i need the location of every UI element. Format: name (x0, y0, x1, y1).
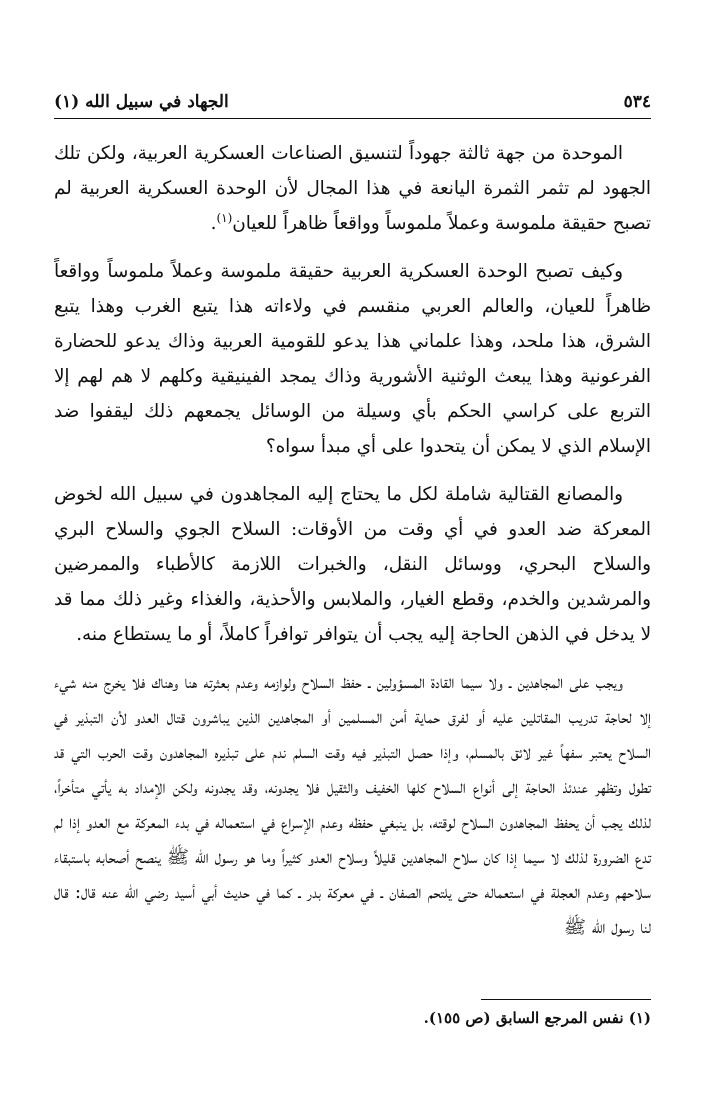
paragraph-2: وكيف تصبح الوحدة العسكرية العربية حقيقة ملموسة وعملاً ملموساً وواقعاً ظاهراً للعيان، والعالم العربي منقسم في ولاءاته هذا يتبع الغرب وهذا يتبع الشرق، هذا ملحد، وهذا علماني هذا يدعو للقومية العربية وذاك يدعو للحضارة الفرعونية وهذا يبعث الوثنية الأشورية وذاك يمجد الفينيقية وكلهم لا هم لهم إلا التربع على كراسي الحكم بأي وسيلة من الوسائل يجمعهم ذلك ليقفوا ضد الإسلام الذي لا يمكن أن يتحدوا على أي مبدأ سواه؟ (54, 261, 651, 457)
book-page (54, 0, 651, 1104)
paragraph-4: ويجب على المجاهدين ـ ولا سيما القادة المسؤولين ـ حفظ السلاح ولوازمه وعدم بعثرته هنا وهناك فلا يخرج منه شيء إلا لحاجة تدريب المقاتلين عليه أو لفرق حماية أمن المسلمين أو المجاهدين الذين يباشرون قتال العدو لأن التبذير في السلاح يعتبر سفهاً غير لائق بالمسلم، وإذا حصل التبذير فيه وقت السلم ندم على تبذيره المجاهدون وقت الحرب التي قد تطول وتظهر عندئذ الحاجة إلى أنواع السلاح كلها الخفيف والثقيل فلا يجدونه، وقد يجدونه ولكن الإمداد به يأتي متأخراً، لذلك يجب أن يحفظ المجاهدون السلاح لوقته، بل ينبغي حفظه وعدم الإسراع في استعماله في بدء المعركة مع العدو إذا لم تدع الضرورة لذلك لا سيما إذا كان سلاح المجاهدين قليلاً وسلاح العدو كثيراً وما هو رسول الله ﷺ ينصح أصحابه باستبقاء سلاحهم وعدم العجلة في استعماله حتى يلتحم الصفان ـ في معركة بدر ـ كما في حديث أبي أسيد رضي الله عنه قال: قال لنا رسول الله ﷺ (54, 672, 651, 938)
footnote-divider (481, 999, 651, 1000)
main-text (54, 136, 651, 958)
footnote-reference: (١) (216, 210, 233, 225)
header-divider (54, 118, 651, 119)
page-header (54, 86, 651, 112)
footnote: (١) نفس المرجع السابق (ص ١٥٥). (423, 1009, 651, 1027)
paragraph-1-text: الموحدة من جهة ثالثة جهوداً لتنسيق الصناعات العسكرية العربية، ولكن تلك الجهود لم تثمر الثمرة اليانعة في هذا المجال لأن الوحدة العسكرية العربية لم تصبح حقيقة ملموسة وعملاً ملموساً وواقعاً ظاهراً للعيان (54, 143, 651, 234)
page-number: ٥٣٤ (623, 92, 651, 112)
paragraph-3: والمصانع القتالية شاملة لكل ما يحتاج إليه المجاهدون في سبيل الله لخوض المعركة ضد العدو في أي وقت من الأوقات: السلاح الجوي والسلاح البري والسلاح البحري، ووسائل النقل، والخبرات اللازمة كالأطباء والممرضين والمرشدين والخدم، وقطع الغيار، والملابس والأحذية، والغذاء وغير ذلك مما قد لا يدخل في الذهن الحاجة إليه يجب أن يتوافر توافراً كاملاً، أو ما يستطاع منه. (54, 484, 651, 645)
paragraph-1 (54, 136, 651, 241)
paragraph-1-tail: . (210, 213, 217, 234)
running-title: الجهاد في سبيل الله (١) (54, 92, 229, 112)
